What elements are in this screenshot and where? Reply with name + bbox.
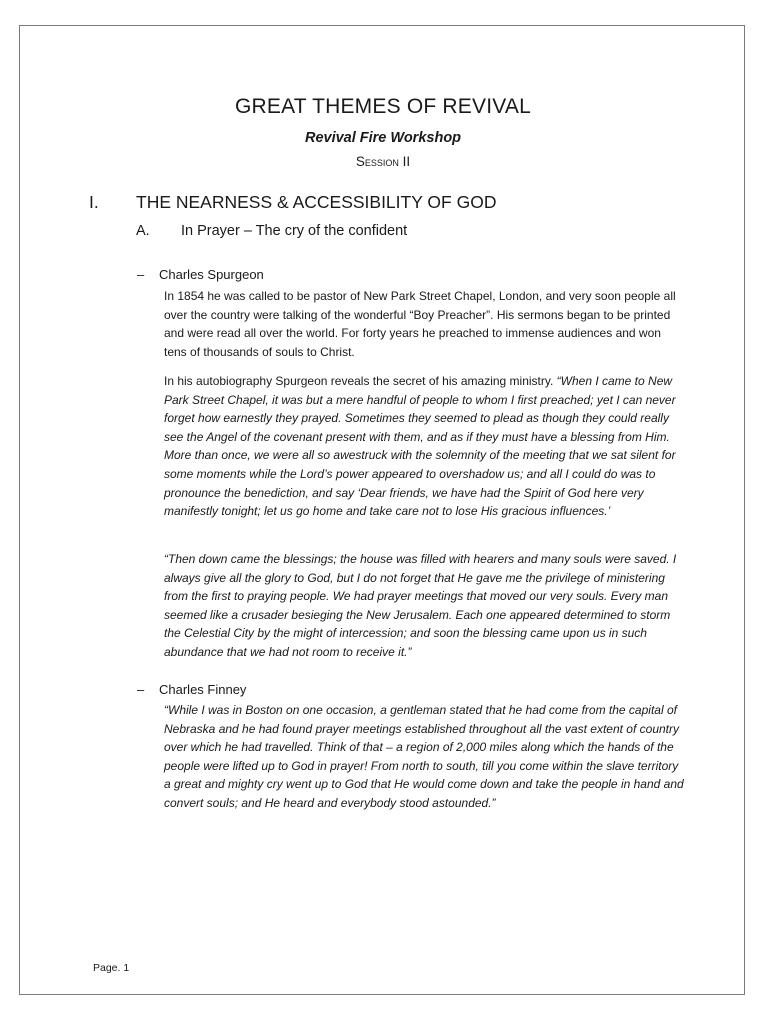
speaker-name: Charles Finney (159, 682, 247, 697)
bullet-dash: – (137, 267, 145, 282)
paragraph-quote: “When I came to New Park Street Chapel, it was but a mere handful of people to whom I first preached; yet I can never forget how earnestly they prayed. Sometimes they seemed to plead as though they could really see the Angel of the covenant present with them, and as if they must have a blessing from Him. More than once, we were all so awestruck with the solemnity of the meeting that we sat silent for some moments while the Lord’s power appeared to overshadow us; and all I could do was to pronounce the benediction, and say ‘Dear friends, we have had the Spirit of God here very manifestly tonight; let us go home and take care not to lose His gracious influences.’ (164, 374, 676, 519)
document-page (19, 25, 745, 995)
section-number: I. (89, 192, 99, 212)
paragraph-intro: In his autobiography Spurgeon reveals the secret of his amazing ministry. (164, 374, 557, 388)
subsection-letter: A. (136, 223, 150, 239)
page-number: Page. 1 (93, 962, 130, 974)
section-heading: THE NEARNESS & ACCESSIBILITY OF GOD (136, 192, 497, 212)
session-label: Session II (355, 154, 411, 169)
finney-quote-paragraph: “While I was in Boston on one occasion, a gentleman stated that he had come from the capital of Nebraska and he had found prayer meetings established throughout all the vast extent of country over which he had travelled. Think of that – a region of 2,000 miles along which the hands of the people were lifted up to God in prayer! From north to south, till you come within the slave territory a great and mighty cry went up to God that He would come down and take the people in hand and convert souls; and He heard and everybody stood astounded.” (164, 703, 684, 810)
spurgeon-autobiography-paragraph (164, 372, 686, 521)
spurgeon-bio-paragraph: In 1854 he was called to be pastor of New Park Street Chapel, London, and very soon people all over the country were talking of the wonderful “Boy Preacher”. His sermons began to be printed and were read all over the world. For forty years he preached to immense audiences and won tens of thousands of souls to Christ. (164, 289, 676, 359)
speaker-name: Charles Spurgeon (159, 267, 264, 282)
document-subtitle: Revival Fire Workshop (304, 130, 462, 146)
subsection-heading: In Prayer – The cry of the confident (181, 223, 408, 239)
spurgeon-blessings-paragraph: “Then down came the blessings; the house was filled with hearers and many souls were saved. I always give all the glory to God, but I do not forget that He gave me the privilege of ministering from the first to praying people. We had prayer meetings that moved our very souls. Every man seemed like a crusader besieging the New Jerusalem. Each one appeared determined to storm the Celestial City by the might of intercession; and soon the blessing came upon us in such abundance that we had not room to receive it.” (164, 552, 677, 659)
document-title: GREAT THEMES OF REVIVAL (235, 95, 531, 118)
bullet-dash: – (137, 682, 145, 697)
